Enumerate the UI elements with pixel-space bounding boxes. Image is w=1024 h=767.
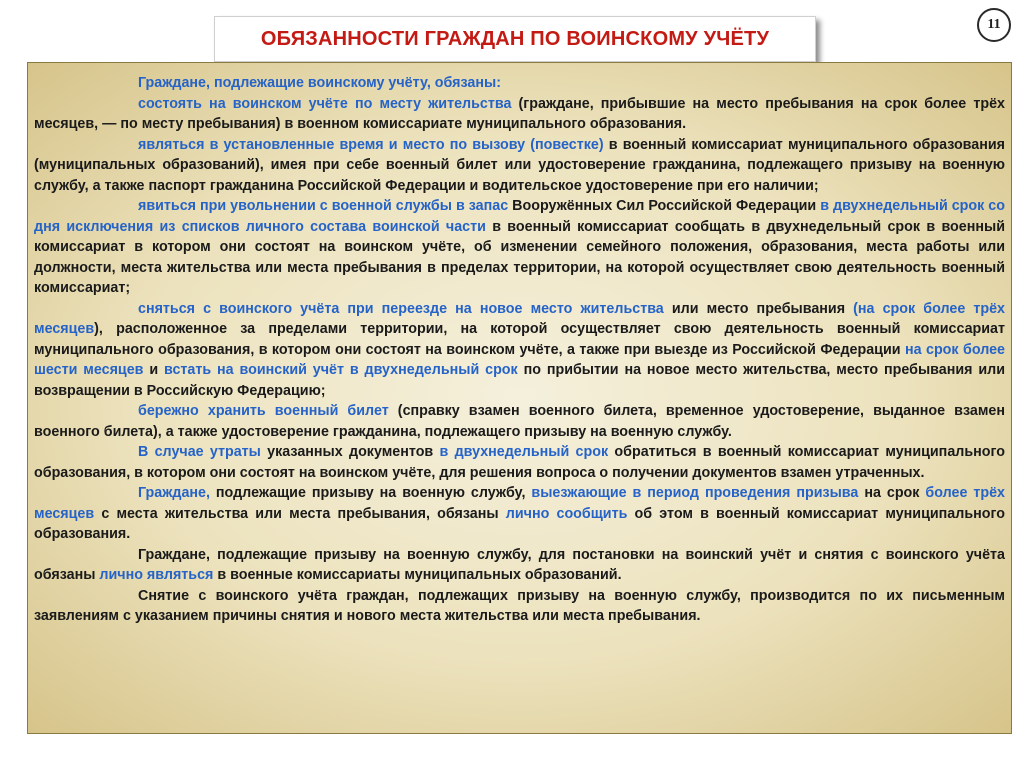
text-span: лично являться — [99, 567, 214, 583]
text-span: лично сообщить — [505, 505, 628, 522]
text-span: ), расположенное за пределами территории, на которой осуществляет свою деятельность военный комиссариат муниципального образования, в котором они состоят на воинском учёте, а также при выезде из Российской Федерации — [34, 321, 1005, 358]
text-span: на срок — [858, 485, 926, 501]
text-span: бережно хранить военный билет — [138, 403, 389, 419]
text-span: с места жительства или места пребывания, обязаны — [94, 505, 506, 522]
text-span: об этом в военный комиссариат муниципального образования. — [34, 505, 1005, 542]
text-span: сняться с воинского учёта при переезде на новое место жительства — [138, 300, 664, 317]
text-span: по прибытии на новое место жительства, место пребывания или возвращении в Российскую Федерацию; — [34, 362, 1006, 399]
text-span: в двухнедельный срок со дня исключения из списков личного состава воинской части — [34, 198, 1005, 235]
text-span: в двухнедельный срок — [439, 444, 609, 460]
text-span: (на срок более трёх месяцев — [34, 300, 1006, 337]
text-span: на срок более шести месяцев — [34, 341, 1005, 378]
text-span: Вооружённых Сил Российской Федерации — [508, 198, 821, 214]
intro-text: Граждане, подлежащие воинскому учёту, обязаны: — [138, 75, 501, 91]
duty-keep-id-paragraph — [34, 401, 1005, 442]
intro-paragraph — [34, 73, 1005, 94]
duty-discharge-paragraph — [34, 196, 1005, 299]
text-span: обратиться в военный комиссариат муниципального образования, в котором они состоят на воинском учёте, для решения вопроса о получении документов взамен утраченных. — [34, 444, 1006, 481]
text-span: встать на воинский учёт в двухнедельный срок — [164, 362, 518, 378]
duty-deregister-paragraph — [34, 299, 1005, 402]
text-span: состоять на воинском учёте по месту жительства — [138, 95, 512, 112]
text-span: Граждане, подлежащие призыву на военную службу, для постановки на воинский учёт и снятия с воинского учёта обязаны — [34, 546, 1005, 583]
deregistration-paragraph — [34, 586, 1005, 627]
text-span: подлежащие призыву на военную службу, — [209, 485, 532, 501]
text-span: явиться при увольнении с военной службы в запас — [138, 198, 509, 214]
text-span: в военный комиссариат муниципального образования (муниципальных образований), имея при себе военный билет или удостоверение гражданина, подлежащего призыву на военную службу, а также паспорт гражданина Российской Федерации и водительское удостоверение при его наличии; — [34, 136, 1005, 194]
text-span: выезжающие в период проведения призыва — [531, 485, 859, 501]
duty-register-paragraph — [34, 94, 1005, 135]
text-span: в военные комиссариаты муниципальных образований. — [213, 567, 622, 583]
text-span: В случае утраты — [138, 444, 261, 460]
text-span: более трёх месяцев — [34, 485, 1005, 522]
conscripts-travel-paragraph — [34, 483, 1005, 545]
text-span: в военный комиссариат сообщать в двухнедельный срок в военный комиссариат в котором они состоят на воинском учёте, об изменении семейного положения, образования, места работы или должности, места жительства или места пребывания в пределах территории, на которой осуществляет свою деятельность военный комиссариат; — [34, 218, 1005, 296]
text-span: Снятие с воинского учёта граждан, подлежащих призыву на военную службу, производится по их письменным заявлениям с указанием причины снятия и нового места жительства или места пребывания. — [34, 587, 1005, 624]
text-span: указанных документов — [260, 444, 440, 460]
text-span: или место пребывания — [663, 300, 854, 317]
text-span: и — [143, 362, 165, 378]
text-span: (справку взамен военного билета, временное удостоверение, выданное взамен военного билета), а также удостоверение гражданина, подлежащего призыву на военную службу. — [34, 403, 1005, 440]
text-span: Граждане, — [138, 485, 210, 501]
text-span: (граждане, прибывшие на место пребывания на срок более трёх месяцев, — по месту пребывания) в военном комиссариате муниципального образования. — [34, 95, 1005, 132]
duty-appear-paragraph — [34, 135, 1005, 197]
page-title: ОБЯЗАННОСТИ ГРАЖДАН ПО ВОИНСКОМУ УЧЁТУ — [260, 27, 770, 50]
text-span: являться в установленные время и место по вызову (повестке) — [138, 136, 604, 153]
loss-paragraph — [34, 442, 1005, 483]
content-panel — [27, 62, 1012, 734]
title-banner — [214, 16, 816, 62]
page-number-badge: 11 — [977, 8, 1011, 42]
conscripts-personal-paragraph — [34, 545, 1005, 586]
